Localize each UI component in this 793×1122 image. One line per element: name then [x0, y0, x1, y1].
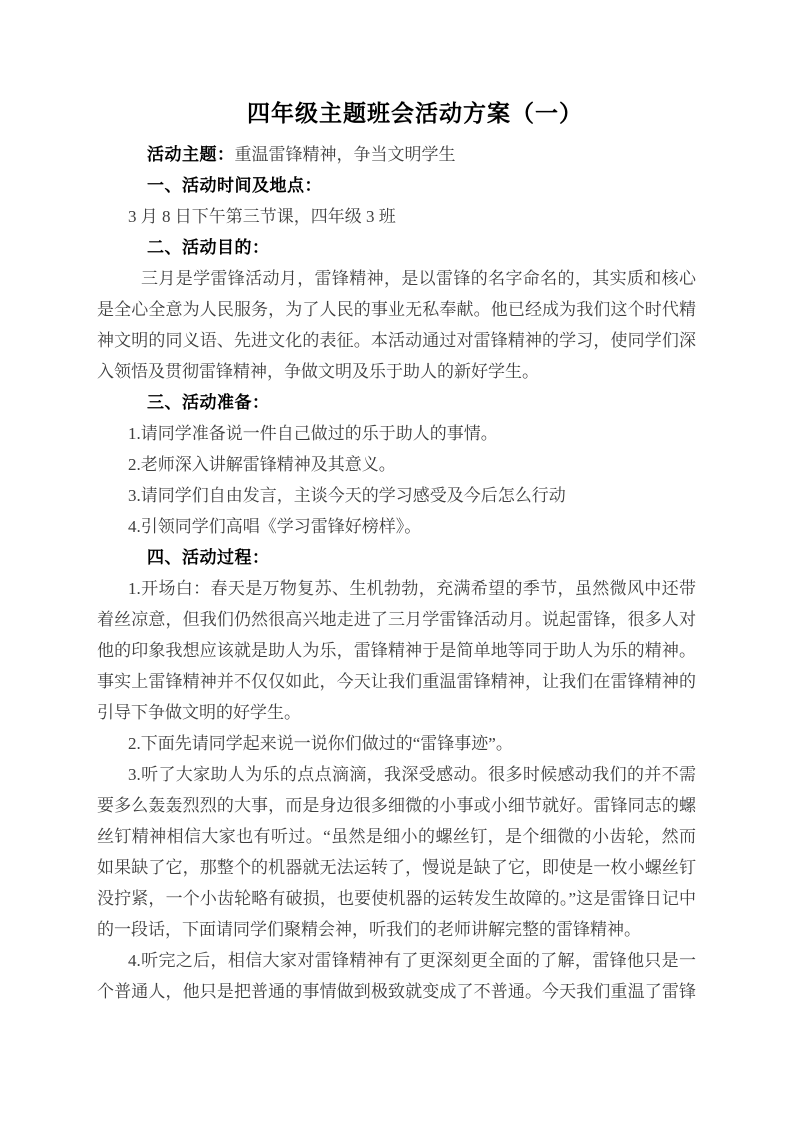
preparation-item-1: 1.请同学准备说一件自己做过的乐于助人的事情。: [128, 424, 498, 443]
document-title: 四年级主题班会活动方案（一）: [247, 101, 583, 126]
preparation-item-3: 3.请同学们自由发言，主谈今天的学习感受及今后怎么行动: [128, 486, 566, 505]
topic-text: 重温雷锋精神，争当文明学生: [234, 145, 456, 164]
heading-activity-preparation: 三、活动准备：: [147, 393, 270, 412]
paragraph-purpose-body: 三月是学雷锋活动月，雷锋精神，是以雷锋的名字命名的，其实质和核心是全心全意为人民服务，为了人民的事业无私奉献。他已经成为我们这个时代精神文明的同义语、先进文化的表征。本活动通过对雷锋精神的学习，使同学们深入领悟及贯彻雷锋精神，争做文明及乐于助人的新好学生。: [97, 269, 696, 381]
preparation-item-4: 4.引领同学们高唱《学习雷锋好榜样》。: [128, 517, 422, 536]
preparation-item-2: 2.老师深入讲解雷锋精神及其意义。: [128, 455, 396, 474]
process-item-3: 3.听了大家助人为乐的点点滴滴，我深受感动。很多时候感动我们的并不需要多么轰轰烈烈的大事，而是身边很多细微的小事或小细节就好。雷锋同志的螺丝钉精神相信大家也有听过。“虽然是细小的螺丝钉，是个细微的小齿轮，然而如果缺了它，那整个的机器就无法运转了，慢说是缺了它，即使是一枚小螺丝钉没拧紧，一个小齿轮略有破损，也要使机器的运转发生故障的。”这是雷锋日记中的一段话，下面请同学们聚精会神，听我们的老师讲解完整的雷锋精神。: [97, 765, 696, 939]
topic-paragraph: [97, 139, 696, 170]
paragraph-date-location: 3 月 8 日下午第三节课，四年级 3 班: [128, 207, 396, 226]
heading-activity-process: 四、活动过程：: [147, 548, 270, 567]
process-item-4-continued: 4.听完之后，相信大家对雷锋精神有了更深刻更全面的了解，雷锋他只是一个普通人，他只是把普通的事情做到极致就变成了不普通。今天我们重温了雷锋: [97, 951, 696, 1001]
heading-time-and-place: 一、活动时间及地点：: [147, 176, 322, 195]
process-item-1-opening: 1.开场白：春天是万物复苏、生机勃勃，充满希望的季节，虽然微风中还带着丝凉意，但我们仍然很高兴地走进了三月学雷锋活动月。说起雷锋，很多人对他的印象我想应该就是助人为乐，雷锋精神于是简单地等同于助人为乐的精神。事实上雷锋精神并不仅仅如此，今天让我们重温雷锋精神，让我们在雷锋精神的引导下争做文明的好学生。: [97, 579, 696, 722]
topic-label: 活动主题：: [147, 145, 235, 164]
process-item-2: 2.下面先请同学起来说一说你们做过的“雷锋事迹”。: [128, 734, 513, 753]
heading-activity-purpose: 二、活动目的：: [147, 238, 270, 257]
